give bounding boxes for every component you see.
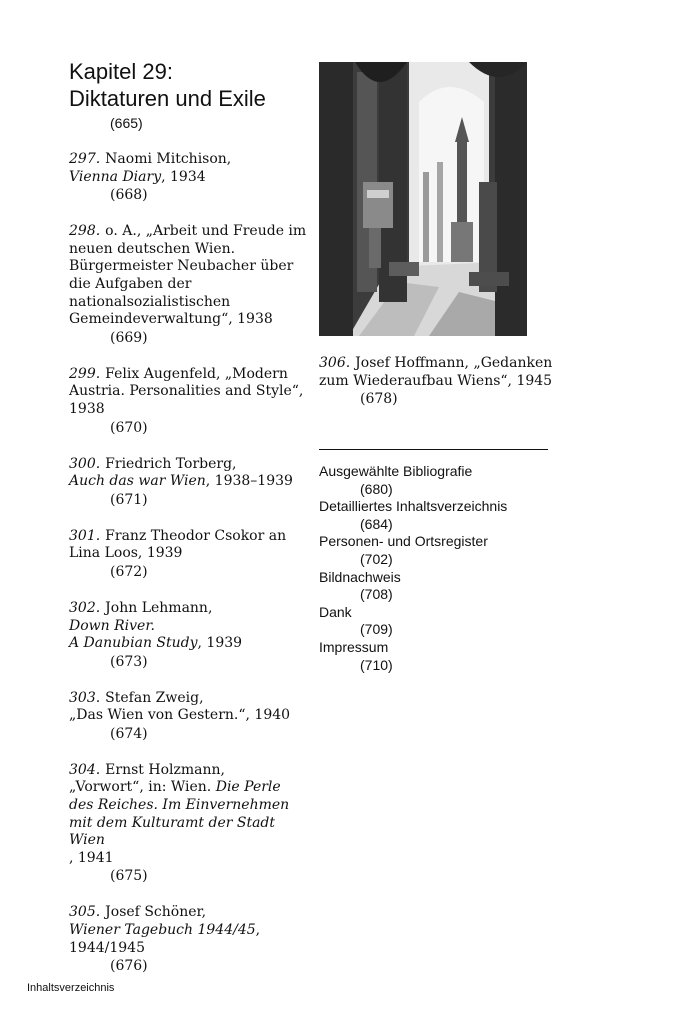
- backmatter-label: Detailliertes Inhaltsverzeichnis: [319, 498, 508, 515]
- entry-title-italic: Wiener Tagebuch 1944/45: [69, 922, 256, 939]
- entry-number: 304.: [69, 761, 101, 778]
- entry-page: (671): [110, 491, 148, 508]
- entry-text: , 1939: [197, 635, 243, 652]
- toc-entry: [69, 223, 309, 347]
- entry-text: Felix Augenfeld, „Modern Austria. Personalities and Style“, 1938: [69, 365, 304, 417]
- entry-page: (678): [360, 391, 398, 408]
- entry-text: John Lehmann,: [105, 599, 213, 616]
- entry-number: 302.: [69, 599, 101, 616]
- toc-entry-306: [319, 355, 559, 408]
- backmatter-item: [319, 639, 579, 674]
- entry-text: „Das Wien von Gestern.“, 1940: [69, 707, 291, 724]
- entry-number: 297.: [69, 151, 101, 167]
- entry-text: Friedrich Torberg,: [105, 455, 237, 472]
- church-interior-photo: [319, 62, 527, 336]
- toc-entry: [69, 690, 309, 743]
- entry-text: ,: [255, 922, 261, 939]
- right-column: [319, 355, 559, 408]
- entry-page: (669): [110, 329, 148, 346]
- entry-text: Josef Hoffmann, „Gedanken zum Wiederaufbau Wiens“, 1945: [319, 355, 553, 389]
- entry-number: 305.: [69, 904, 101, 921]
- backmatter-page: (710): [360, 656, 393, 673]
- toc-entry: [69, 528, 309, 581]
- entry-title-italic: Vienna Diary: [69, 168, 162, 185]
- backmatter-label: Impressum: [319, 638, 389, 655]
- chapter-title-line1: Kapitel 29:: [69, 59, 173, 84]
- chapter-title: [69, 58, 309, 112]
- toc-entry: [69, 151, 309, 204]
- entries-list: [69, 151, 309, 975]
- entry-number: 301.: [69, 527, 101, 544]
- backmatter-page: (708): [360, 586, 393, 603]
- divider-rule: [319, 449, 548, 450]
- backmatter-label: Personen- und Ortsregister: [319, 533, 488, 550]
- entry-page: (673): [110, 653, 148, 670]
- backmatter-page: (680): [360, 480, 393, 497]
- backmatter-page: (709): [360, 621, 393, 638]
- backmatter-page: (702): [360, 550, 393, 567]
- backmatter-label: Bildnachweis: [319, 568, 401, 585]
- entry-text: Naomi Mitchison,: [105, 151, 232, 167]
- backmatter-page: (684): [360, 515, 393, 532]
- entry-text: , 1938–1939: [205, 473, 293, 490]
- entry-page: (676): [110, 958, 148, 975]
- entry-title-italic: Down River.: [69, 617, 155, 634]
- backmatter-item: [319, 604, 579, 639]
- entry-number: 306.: [319, 355, 351, 371]
- entry-page: (675): [110, 868, 148, 885]
- entry-number: 303.: [69, 689, 101, 706]
- entry-number: 298.: [69, 223, 101, 240]
- entry-text: „Vorwort“, in: Wien.: [69, 779, 216, 796]
- backmatter-label: Dank: [319, 603, 352, 620]
- toc-entry: [69, 366, 309, 437]
- entry-title-italic: Auch das war Wien: [69, 473, 206, 490]
- entry-text: , 1934: [161, 168, 206, 185]
- entry-text: o. A., „Arbeit und Freude im neuen deutschen Wien. Bürgermeister Neubacher über die Aufgaben der nationalsozialistischen Gemeindeverwaltung“, 1938: [69, 223, 307, 328]
- entry-text: Franz Theodor Csokor an Lina Loos, 1939: [69, 527, 287, 562]
- backmatter-item: [319, 463, 579, 498]
- running-footer: Inhaltsverzeichnis: [27, 982, 115, 994]
- entry-page: (668): [110, 187, 148, 204]
- toc-entry: [69, 762, 309, 886]
- entry-page: (672): [110, 563, 148, 580]
- entry-text: Josef Schöner,: [105, 904, 207, 921]
- backmatter-list: [319, 463, 579, 674]
- chapter-page-number: (665): [110, 115, 143, 131]
- entry-text: Stefan Zweig,: [105, 689, 204, 706]
- toc-entry: [69, 600, 309, 671]
- toc-entry: [69, 456, 309, 509]
- entry-number: 299.: [69, 365, 101, 382]
- chapter-title-line2: Diktaturen und Exile: [69, 86, 266, 111]
- backmatter-item: [319, 533, 579, 568]
- backmatter-item: [319, 498, 579, 533]
- entry-text: , 1941: [69, 849, 114, 866]
- entry-number: 300.: [69, 455, 101, 472]
- entry-page: (670): [110, 419, 148, 436]
- backmatter-label: Ausgewählte Bibliografie: [319, 463, 473, 479]
- entry-text: Ernst Holzmann,: [105, 761, 225, 778]
- entry-title-italic: Die Perle des Reiches. Im Einvernehmen mit dem Kulturamt der Stadt Wien: [69, 779, 290, 849]
- toc-entry: [69, 904, 309, 975]
- entry-text: 1944/1945: [69, 939, 145, 956]
- left-column: [69, 58, 309, 975]
- entry-page: (674): [110, 725, 148, 742]
- backmatter-item: [319, 569, 579, 604]
- entry-title-italic: A Danubian Study: [69, 635, 198, 652]
